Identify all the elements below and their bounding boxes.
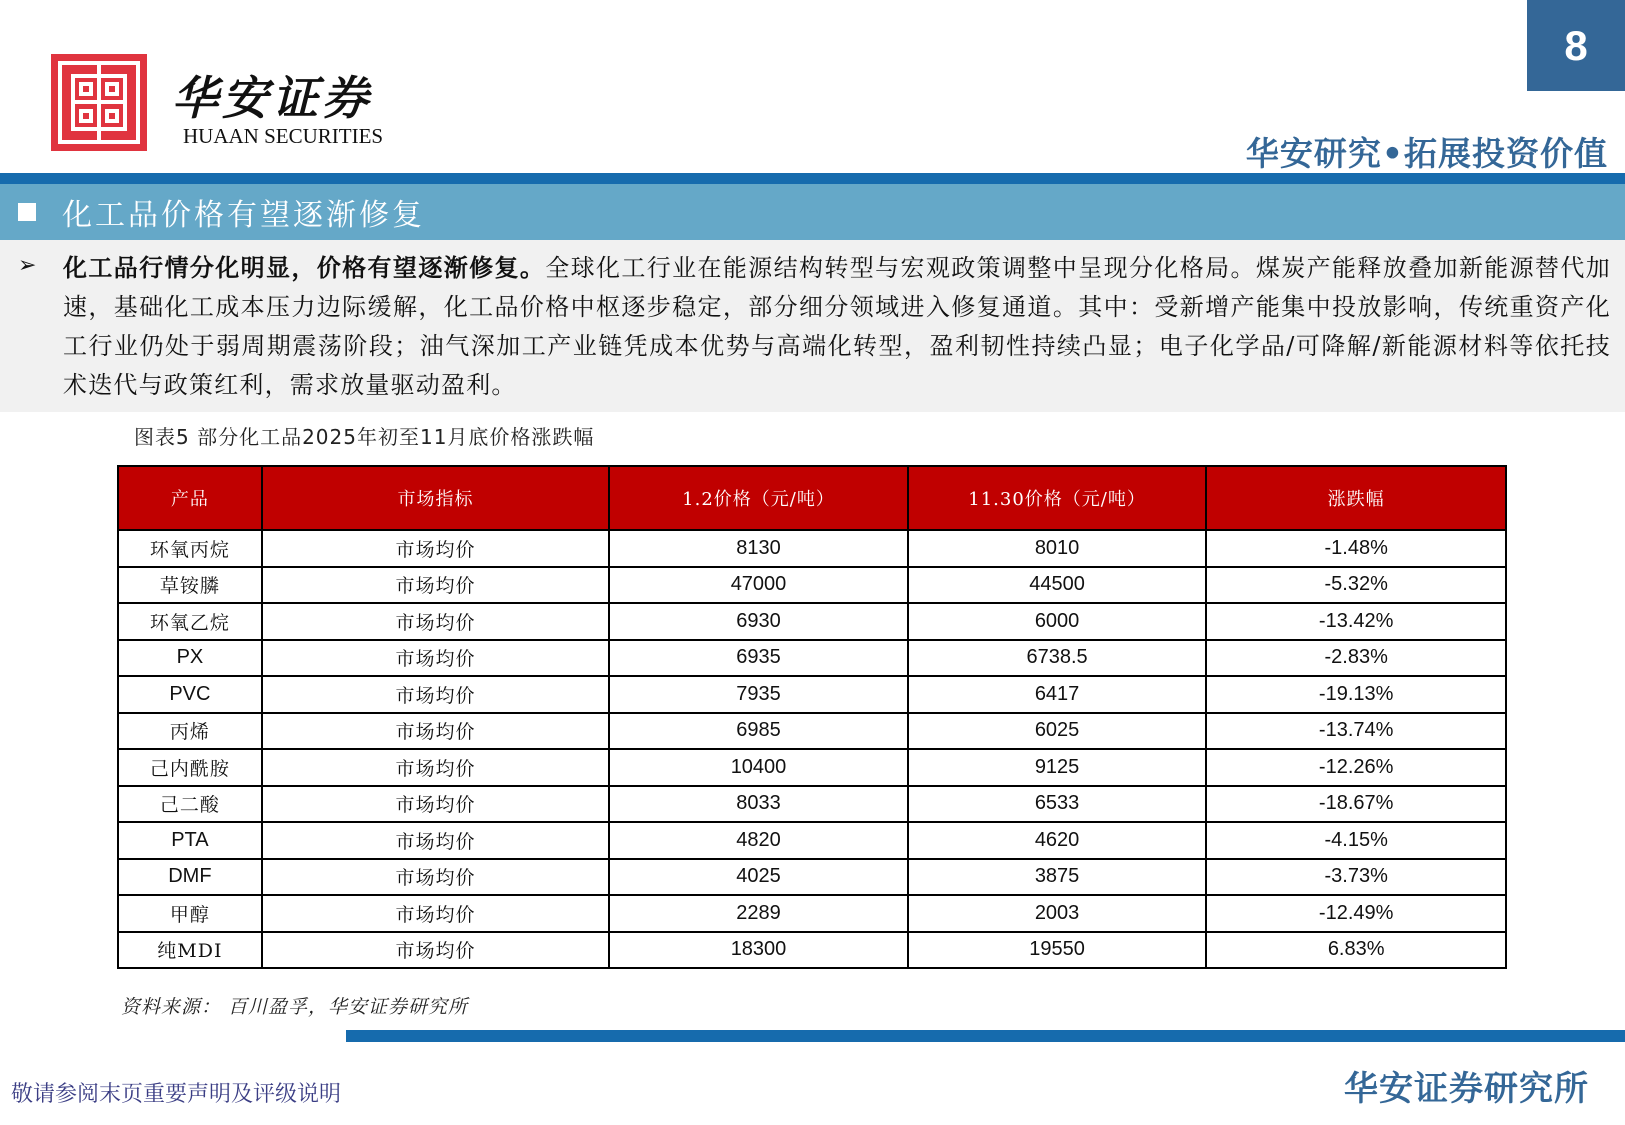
- cell-price-start: 47000: [609, 567, 908, 604]
- cell-price-start: 10400: [609, 749, 908, 786]
- cell-price-start: 18300: [609, 932, 908, 969]
- logo-chinese-name: 华安证券: [172, 71, 372, 125]
- cell-change: -19.13%: [1206, 676, 1506, 713]
- footer-divider: [346, 1030, 1625, 1042]
- column-header-indicator: 市场指标: [262, 466, 609, 530]
- cell-price-end: 9125: [908, 749, 1207, 786]
- cell-price-end: 2003: [908, 895, 1207, 932]
- cell-price-start: 7935: [609, 676, 908, 713]
- section-title-bar: [0, 184, 1625, 240]
- company-logo-mark: [51, 54, 147, 151]
- table-row: [118, 567, 1506, 604]
- header-divider: [0, 173, 1625, 184]
- column-header-price-start: 1.2价格（元/吨）: [609, 466, 908, 530]
- cell-price-end: 6025: [908, 713, 1207, 750]
- cell-price-end: 6417: [908, 676, 1207, 713]
- cell-price-start: 6985: [609, 713, 908, 750]
- header-slogan: 华安研究•拓展投资价值: [1245, 134, 1608, 173]
- cell-indicator: 市场均价: [262, 713, 609, 750]
- cell-indicator: 市场均价: [262, 676, 609, 713]
- table-row: [118, 859, 1506, 896]
- cell-indicator: 市场均价: [262, 932, 609, 969]
- cell-price-end: 44500: [908, 567, 1207, 604]
- column-header-product: 产品: [118, 466, 262, 530]
- cell-price-start: 6935: [609, 640, 908, 677]
- cell-price-start: 8033: [609, 786, 908, 823]
- cell-product: 己内酰胺: [118, 749, 262, 786]
- logo-english-name: HUAAN SECURITIES: [183, 124, 384, 148]
- cell-price-start: 8130: [609, 530, 908, 567]
- cell-product: 甲醇: [118, 895, 262, 932]
- table-row: [118, 640, 1506, 677]
- cell-product: DMF: [118, 859, 262, 896]
- cell-indicator: 市场均价: [262, 786, 609, 823]
- cell-price-end: 19550: [908, 932, 1207, 969]
- cell-indicator: 市场均价: [262, 530, 609, 567]
- cell-indicator: 市场均价: [262, 640, 609, 677]
- table-row: [118, 932, 1506, 969]
- table-row: [118, 822, 1506, 859]
- cell-product: 环氧丙烷: [118, 530, 262, 567]
- summary-paragraph: [63, 248, 1611, 405]
- cell-product: 纯MDI: [118, 932, 262, 969]
- table-row: [118, 786, 1506, 823]
- footer-brand: 华安证券研究所: [1344, 1069, 1589, 1109]
- table-header-row: [118, 466, 1506, 530]
- square-bullet-icon: [18, 203, 36, 221]
- cell-change: -18.67%: [1206, 786, 1506, 823]
- cell-price-start: 4820: [609, 822, 908, 859]
- summary-lead: 化工品行情分化明显，价格有望逐渐修复。: [63, 253, 546, 282]
- cell-change: -12.49%: [1206, 895, 1506, 932]
- page-number: 8: [1527, 0, 1625, 91]
- cell-indicator: 市场均价: [262, 567, 609, 604]
- cell-product: 草铵膦: [118, 567, 262, 604]
- cell-price-start: 2289: [609, 895, 908, 932]
- cell-change: -3.73%: [1206, 859, 1506, 896]
- cell-product: PVC: [118, 676, 262, 713]
- column-header-change: 涨跌幅: [1206, 466, 1506, 530]
- cell-indicator: 市场均价: [262, 859, 609, 896]
- cell-change: -13.74%: [1206, 713, 1506, 750]
- cell-product: PTA: [118, 822, 262, 859]
- arrow-bullet-icon: ➢: [18, 253, 37, 278]
- cell-price-start: 6930: [609, 603, 908, 640]
- cell-indicator: 市场均价: [262, 822, 609, 859]
- knot-logo-icon: [51, 54, 147, 151]
- cell-product: 丙烯: [118, 713, 262, 750]
- cell-change: -1.48%: [1206, 530, 1506, 567]
- cell-change: -5.32%: [1206, 567, 1506, 604]
- cell-product: 己二酸: [118, 786, 262, 823]
- column-header-price-end: 11.30价格（元/吨）: [908, 466, 1207, 530]
- summary-block: [0, 240, 1625, 412]
- price-change-table: [117, 465, 1507, 969]
- data-source-note: 资料来源： 百川盈孚，华安证券研究所: [121, 996, 469, 1018]
- table-row: [118, 603, 1506, 640]
- cell-product: 环氧乙烷: [118, 603, 262, 640]
- cell-price-end: 6000: [908, 603, 1207, 640]
- cell-price-end: 4620: [908, 822, 1207, 859]
- table-row: [118, 749, 1506, 786]
- cell-price-end: 6533: [908, 786, 1207, 823]
- cell-price-end: 3875: [908, 859, 1207, 896]
- cell-price-end: 8010: [908, 530, 1207, 567]
- cell-change: -13.42%: [1206, 603, 1506, 640]
- cell-change: 6.83%: [1206, 932, 1506, 969]
- summary-body: 全球化工行业在能源结构转型与宏观政策调整中呈现分化格局。煤炭产能释放叠加新能源替代加速，基础化工成本压力边际缓解，化工品价格中枢逐步稳定，部分细分领域进入修复通道。其中：受新增产能集中投放影响，传统重资产化工行业仍处于弱周期震荡阶段；油气深加工产业链凭成本优势与高端化转型，盈利韧性持续凸显；电子化学品/可降解/新能源材料等依托技术迭代与政策红利，需求放量驱动盈利。: [63, 254, 1611, 399]
- cell-price-start: 4025: [609, 859, 908, 896]
- cell-change: -4.15%: [1206, 822, 1506, 859]
- table-row: [118, 676, 1506, 713]
- cell-product: PX: [118, 640, 262, 677]
- cell-change: -12.26%: [1206, 749, 1506, 786]
- table-row: [118, 530, 1506, 567]
- cell-indicator: 市场均价: [262, 749, 609, 786]
- cell-indicator: 市场均价: [262, 895, 609, 932]
- section-title: 化工品价格有望逐渐修复: [62, 198, 425, 233]
- figure-caption: 图表5 部分化工品2025年初至11月底价格涨跌幅: [134, 425, 595, 449]
- table-row: [118, 713, 1506, 750]
- table-row: [118, 895, 1506, 932]
- cell-indicator: 市场均价: [262, 603, 609, 640]
- cell-price-end: 6738.5: [908, 640, 1207, 677]
- cell-change: -2.83%: [1206, 640, 1506, 677]
- footer-disclaimer: 敬请参阅末页重要声明及评级说明: [11, 1082, 342, 1107]
